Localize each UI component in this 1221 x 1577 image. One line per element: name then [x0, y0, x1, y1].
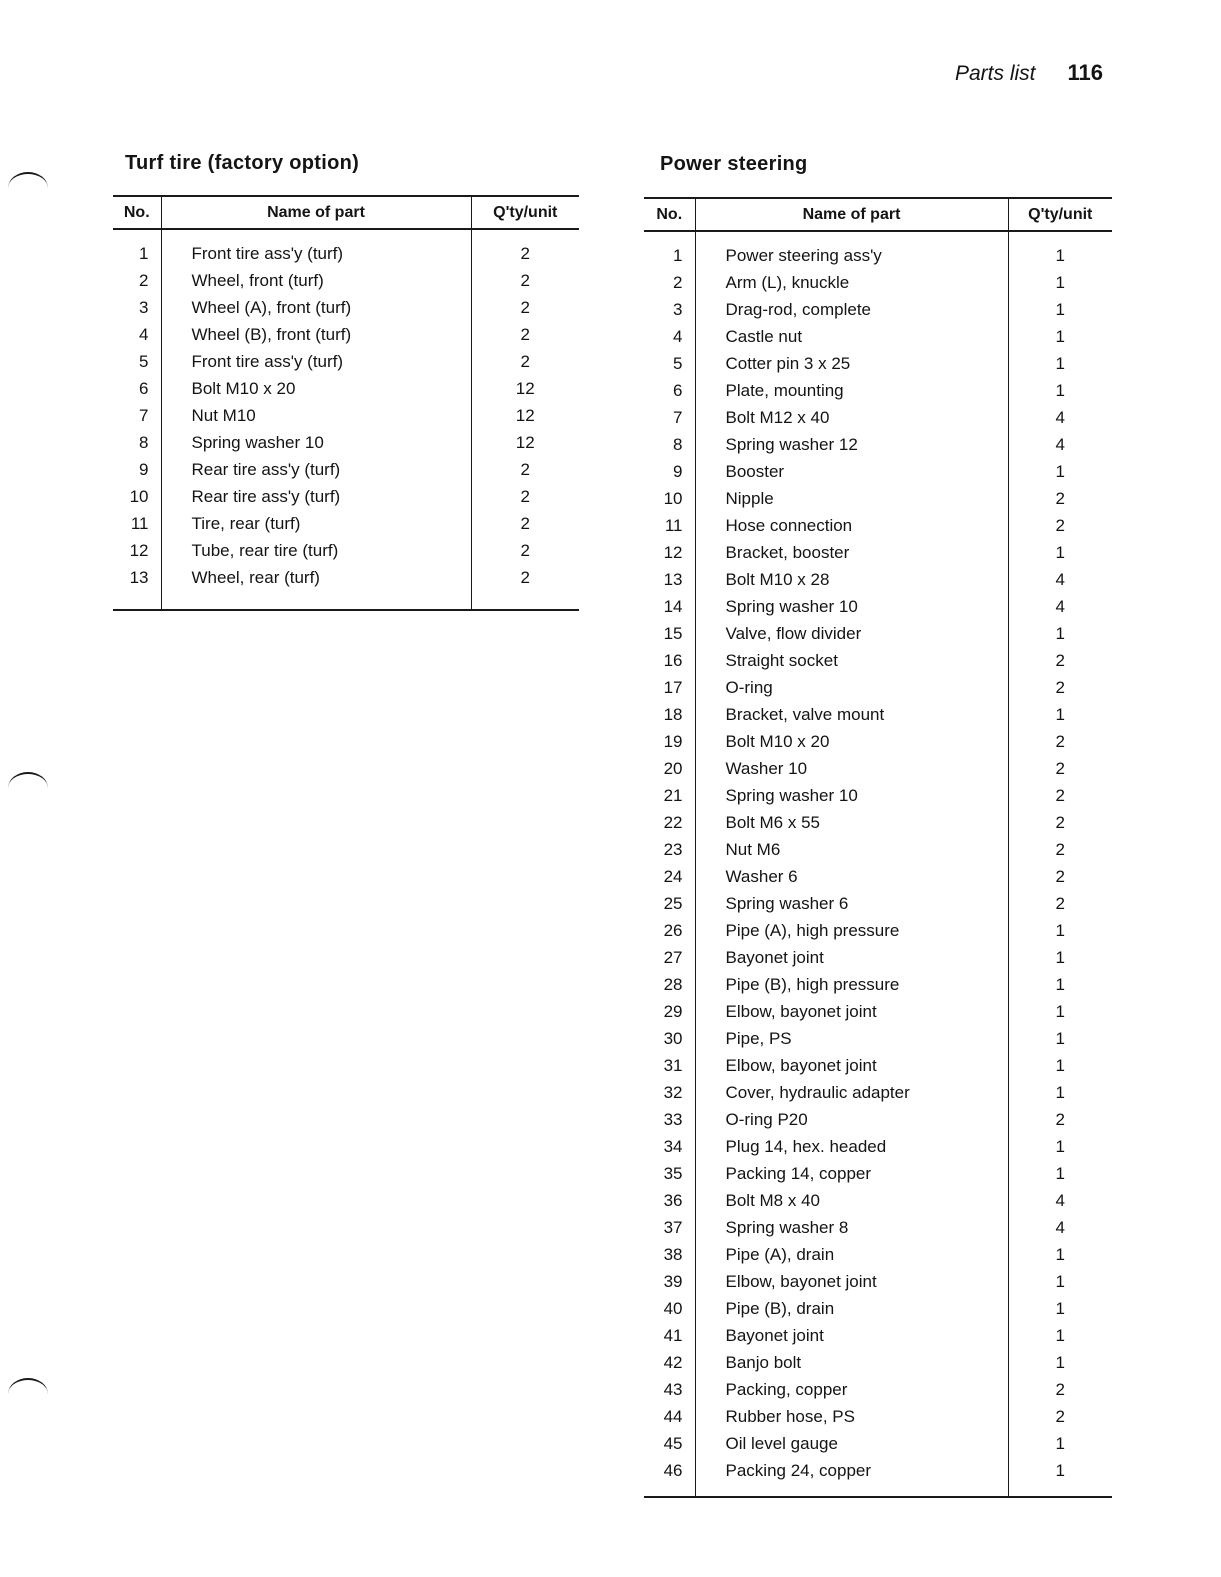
part-quantity: 2 [1055, 785, 1065, 805]
column-header-qty: Q'ty/unit [1008, 198, 1112, 231]
part-number: 10 [113, 483, 161, 510]
part-quantity: 2 [1055, 488, 1065, 508]
part-name: Spring washer 10 [695, 593, 1008, 620]
part-quantity: 1 [1055, 1244, 1065, 1264]
part-name: Rear tire ass'y (turf) [161, 456, 471, 483]
part-quantity: 1 [1055, 353, 1065, 373]
table-row [113, 510, 579, 537]
part-quantity: 1 [1055, 947, 1065, 967]
part-quantity: 2 [520, 513, 530, 533]
part-name: Nipple [695, 485, 1008, 512]
part-name: Banjo bolt [695, 1349, 1008, 1376]
part-quantity: 1 [1055, 380, 1065, 400]
part-quantity: 4 [1055, 1217, 1065, 1237]
part-number: 7 [113, 402, 161, 429]
part-number: 4 [644, 323, 695, 350]
table-row [644, 512, 1112, 539]
part-quantity: 1 [1055, 1352, 1065, 1372]
part-quantity: 2 [1055, 677, 1065, 697]
part-quantity: 4 [1055, 1190, 1065, 1210]
table-row [644, 701, 1112, 728]
table-row [644, 647, 1112, 674]
part-quantity: 4 [1055, 596, 1065, 616]
part-name: Washer 10 [695, 755, 1008, 782]
turf-tire-parts-table [113, 195, 579, 611]
part-number: 33 [644, 1106, 695, 1133]
part-name: Oil level gauge [695, 1430, 1008, 1457]
part-number: 1 [644, 231, 695, 269]
table-row [644, 485, 1112, 512]
table-row [644, 1133, 1112, 1160]
part-quantity: 1 [1055, 1163, 1065, 1183]
table-row [644, 809, 1112, 836]
table-row [113, 348, 579, 375]
part-quantity: 1 [1055, 1055, 1065, 1075]
part-name: Packing 14, copper [695, 1160, 1008, 1187]
part-quantity: 1 [1055, 272, 1065, 292]
part-number: 31 [644, 1052, 695, 1079]
part-name: Tube, rear tire (turf) [161, 537, 471, 564]
table-row [644, 1430, 1112, 1457]
table-row [644, 1025, 1112, 1052]
part-number: 6 [113, 375, 161, 402]
part-name: Booster [695, 458, 1008, 485]
part-quantity: 2 [1055, 1406, 1065, 1426]
part-name: Bolt M6 x 55 [695, 809, 1008, 836]
part-name: Bolt M12 x 40 [695, 404, 1008, 431]
part-number: 29 [644, 998, 695, 1025]
power-steering-table-body [644, 231, 1112, 1497]
part-number: 42 [644, 1349, 695, 1376]
table-row [644, 1214, 1112, 1241]
part-quantity: 1 [1055, 1433, 1065, 1453]
part-quantity: 1 [1055, 1271, 1065, 1291]
part-name: Elbow, bayonet joint [695, 998, 1008, 1025]
part-number: 5 [113, 348, 161, 375]
table-row [113, 321, 579, 348]
part-quantity: 1 [1055, 920, 1065, 940]
table-row [113, 483, 579, 510]
table-row [644, 1295, 1112, 1322]
part-number: 3 [113, 294, 161, 321]
part-name: Pipe (B), drain [695, 1295, 1008, 1322]
part-quantity: 1 [1055, 1298, 1065, 1318]
part-number: 8 [113, 429, 161, 456]
part-number: 13 [644, 566, 695, 593]
table-row [644, 1376, 1112, 1403]
part-number: 10 [644, 485, 695, 512]
part-quantity: 1 [1055, 299, 1065, 319]
power-steering-section-title: Power steering [660, 153, 808, 175]
part-number: 18 [644, 701, 695, 728]
part-number: 39 [644, 1268, 695, 1295]
part-number: 45 [644, 1430, 695, 1457]
part-number: 20 [644, 755, 695, 782]
part-quantity: 4 [1055, 407, 1065, 427]
part-number: 19 [644, 728, 695, 755]
table-row [644, 269, 1112, 296]
part-name: Bayonet joint [695, 1322, 1008, 1349]
part-name: Front tire ass'y (turf) [161, 229, 471, 267]
part-number: 26 [644, 917, 695, 944]
table-row [644, 1187, 1112, 1214]
part-quantity: 2 [520, 540, 530, 560]
part-name: Castle nut [695, 323, 1008, 350]
table-row [644, 1457, 1112, 1497]
part-quantity: 1 [1055, 461, 1065, 481]
table-row [644, 998, 1112, 1025]
table-header-row [644, 198, 1112, 231]
part-name: Pipe (B), high pressure [695, 971, 1008, 998]
part-name: Cover, hydraulic adapter [695, 1079, 1008, 1106]
part-quantity: 2 [520, 297, 530, 317]
column-header-name: Name of part [161, 196, 471, 229]
part-name: Wheel, front (turf) [161, 267, 471, 294]
table-row [644, 458, 1112, 485]
part-quantity: 2 [520, 459, 530, 479]
part-quantity: 1 [1055, 1136, 1065, 1156]
table-header-row [113, 196, 579, 229]
part-name: Bolt M10 x 28 [695, 566, 1008, 593]
part-name: Tire, rear (turf) [161, 510, 471, 537]
table-row [644, 728, 1112, 755]
table-row [644, 971, 1112, 998]
part-number: 40 [644, 1295, 695, 1322]
table-row [644, 431, 1112, 458]
part-name: Power steering ass'y [695, 231, 1008, 269]
part-number: 14 [644, 593, 695, 620]
table-row [113, 375, 579, 402]
part-number: 13 [113, 564, 161, 610]
part-quantity: 12 [515, 432, 535, 452]
part-number: 4 [113, 321, 161, 348]
part-name: Valve, flow divider [695, 620, 1008, 647]
table-row [644, 1349, 1112, 1376]
turf-tire-table-body [113, 229, 579, 610]
part-name: Rubber hose, PS [695, 1403, 1008, 1430]
part-name: Drag-rod, complete [695, 296, 1008, 323]
part-name: Spring washer 12 [695, 431, 1008, 458]
part-number: 2 [644, 269, 695, 296]
part-name: Plate, mounting [695, 377, 1008, 404]
part-number: 28 [644, 971, 695, 998]
column-header-no: No. [644, 198, 695, 231]
part-name: Pipe (A), drain [695, 1241, 1008, 1268]
part-number: 34 [644, 1133, 695, 1160]
part-quantity: 1 [1055, 704, 1065, 724]
part-name: Spring washer 8 [695, 1214, 1008, 1241]
part-name: Wheel (B), front (turf) [161, 321, 471, 348]
table-row [644, 1403, 1112, 1430]
table-row [644, 620, 1112, 647]
part-quantity: 2 [520, 351, 530, 371]
column-header-qty: Q'ty/unit [471, 196, 579, 229]
part-quantity: 1 [1055, 1082, 1065, 1102]
part-name: Straight socket [695, 647, 1008, 674]
part-quantity: 1 [1055, 974, 1065, 994]
part-quantity: 2 [520, 270, 530, 290]
part-quantity: 2 [1055, 758, 1065, 778]
part-name: Plug 14, hex. headed [695, 1133, 1008, 1160]
table-row [644, 1268, 1112, 1295]
table-row [644, 350, 1112, 377]
part-number: 12 [113, 537, 161, 564]
table-row [113, 402, 579, 429]
part-name: Front tire ass'y (turf) [161, 348, 471, 375]
part-number: 43 [644, 1376, 695, 1403]
table-row [113, 267, 579, 294]
table-row [644, 296, 1112, 323]
part-quantity: 1 [1055, 1325, 1065, 1345]
part-name: Arm (L), knuckle [695, 269, 1008, 296]
table-row [113, 429, 579, 456]
binding-mark [8, 1378, 48, 1410]
part-number: 16 [644, 647, 695, 674]
part-name: Bolt M10 x 20 [161, 375, 471, 402]
table-row [644, 566, 1112, 593]
part-number: 6 [644, 377, 695, 404]
part-name: O-ring [695, 674, 1008, 701]
page-header [955, 60, 1103, 86]
table-row [644, 755, 1112, 782]
part-number: 8 [644, 431, 695, 458]
table-row [644, 231, 1112, 269]
table-row [113, 229, 579, 267]
part-number: 27 [644, 944, 695, 971]
part-number: 1 [113, 229, 161, 267]
table-row [644, 674, 1112, 701]
column-header-no: No. [113, 196, 161, 229]
part-quantity: 4 [1055, 434, 1065, 454]
part-number: 9 [113, 456, 161, 483]
part-quantity: 2 [1055, 1109, 1065, 1129]
part-number: 7 [644, 404, 695, 431]
part-name: Washer 6 [695, 863, 1008, 890]
part-quantity: 1 [1055, 1001, 1065, 1021]
table-row [644, 863, 1112, 890]
part-quantity: 1 [1055, 623, 1065, 643]
part-name: Pipe (A), high pressure [695, 917, 1008, 944]
part-number: 23 [644, 836, 695, 863]
part-number: 15 [644, 620, 695, 647]
part-name: Nut M6 [695, 836, 1008, 863]
part-quantity: 2 [1055, 731, 1065, 751]
table-row [644, 890, 1112, 917]
part-name: Rear tire ass'y (turf) [161, 483, 471, 510]
part-quantity: 1 [1008, 1457, 1112, 1497]
binding-mark [8, 772, 48, 804]
part-number: 25 [644, 890, 695, 917]
part-number: 44 [644, 1403, 695, 1430]
part-quantity: 2 [1055, 515, 1065, 535]
part-quantity: 4 [1055, 569, 1065, 589]
table-row [644, 1106, 1112, 1133]
part-name: Bracket, booster [695, 539, 1008, 566]
part-number: 17 [644, 674, 695, 701]
part-name: Spring washer 6 [695, 890, 1008, 917]
part-number: 9 [644, 458, 695, 485]
table-row [644, 782, 1112, 809]
column-header-name: Name of part [695, 198, 1008, 231]
part-name: Spring washer 10 [695, 782, 1008, 809]
part-quantity: 1 [1055, 542, 1065, 562]
table-row [644, 917, 1112, 944]
table-row [644, 1241, 1112, 1268]
part-number: 32 [644, 1079, 695, 1106]
part-number: 37 [644, 1214, 695, 1241]
table-row [644, 1079, 1112, 1106]
part-name: Elbow, bayonet joint [695, 1268, 1008, 1295]
table-row [113, 564, 579, 610]
part-name: Cotter pin 3 x 25 [695, 350, 1008, 377]
turf-tire-section-title: Turf tire (factory option) [125, 152, 360, 174]
part-name: Packing, copper [695, 1376, 1008, 1403]
binding-mark [8, 172, 48, 204]
table-row [644, 323, 1112, 350]
page-title: Parts list [954, 62, 1036, 85]
part-quantity: 12 [515, 378, 535, 398]
part-name: Bracket, valve mount [695, 701, 1008, 728]
table-row [644, 1322, 1112, 1349]
part-number: 46 [644, 1457, 695, 1497]
part-number: 24 [644, 863, 695, 890]
table-row [644, 836, 1112, 863]
part-name: Wheel, rear (turf) [161, 564, 471, 610]
power-steering-parts-table [644, 197, 1112, 1498]
part-name: Bolt M10 x 20 [695, 728, 1008, 755]
part-number: 21 [644, 782, 695, 809]
part-number: 3 [644, 296, 695, 323]
part-number: 2 [113, 267, 161, 294]
part-name: Elbow, bayonet joint [695, 1052, 1008, 1079]
part-name: Spring washer 10 [161, 429, 471, 456]
table-row [644, 593, 1112, 620]
part-number: 11 [644, 512, 695, 539]
part-quantity: 1 [1055, 326, 1065, 346]
part-quantity: 2 [1055, 812, 1065, 832]
part-quantity: 2 [520, 486, 530, 506]
table-row [644, 377, 1112, 404]
part-name: Bayonet joint [695, 944, 1008, 971]
part-quantity: 2 [1055, 839, 1065, 859]
part-name: Wheel (A), front (turf) [161, 294, 471, 321]
part-quantity: 12 [515, 405, 535, 425]
part-name: Nut M10 [161, 402, 471, 429]
part-name: Bolt M8 x 40 [695, 1187, 1008, 1214]
part-number: 12 [644, 539, 695, 566]
part-number: 30 [644, 1025, 695, 1052]
part-quantity: 1 [1055, 245, 1065, 265]
part-number: 41 [644, 1322, 695, 1349]
part-number: 36 [644, 1187, 695, 1214]
part-quantity: 2 [1055, 893, 1065, 913]
part-number: 22 [644, 809, 695, 836]
part-quantity: 2 [520, 324, 530, 344]
part-number: 38 [644, 1241, 695, 1268]
table-row [644, 1052, 1112, 1079]
part-name: Pipe, PS [695, 1025, 1008, 1052]
page-number: 116 [1067, 60, 1103, 85]
table-row [644, 404, 1112, 431]
part-number: 35 [644, 1160, 695, 1187]
table-row [113, 537, 579, 564]
part-name: O-ring P20 [695, 1106, 1008, 1133]
part-quantity: 1 [1055, 1028, 1065, 1048]
part-quantity: 2 [1055, 650, 1065, 670]
table-row [644, 539, 1112, 566]
part-name: Hose connection [695, 512, 1008, 539]
table-row [113, 294, 579, 321]
part-quantity: 2 [1055, 866, 1065, 886]
part-quantity: 2 [1055, 1379, 1065, 1399]
table-row [644, 1160, 1112, 1187]
part-number: 5 [644, 350, 695, 377]
table-row [113, 456, 579, 483]
part-quantity: 2 [471, 564, 579, 610]
table-row [644, 944, 1112, 971]
part-number: 11 [113, 510, 161, 537]
part-name: Packing 24, copper [695, 1457, 1008, 1497]
part-quantity: 2 [520, 243, 530, 263]
